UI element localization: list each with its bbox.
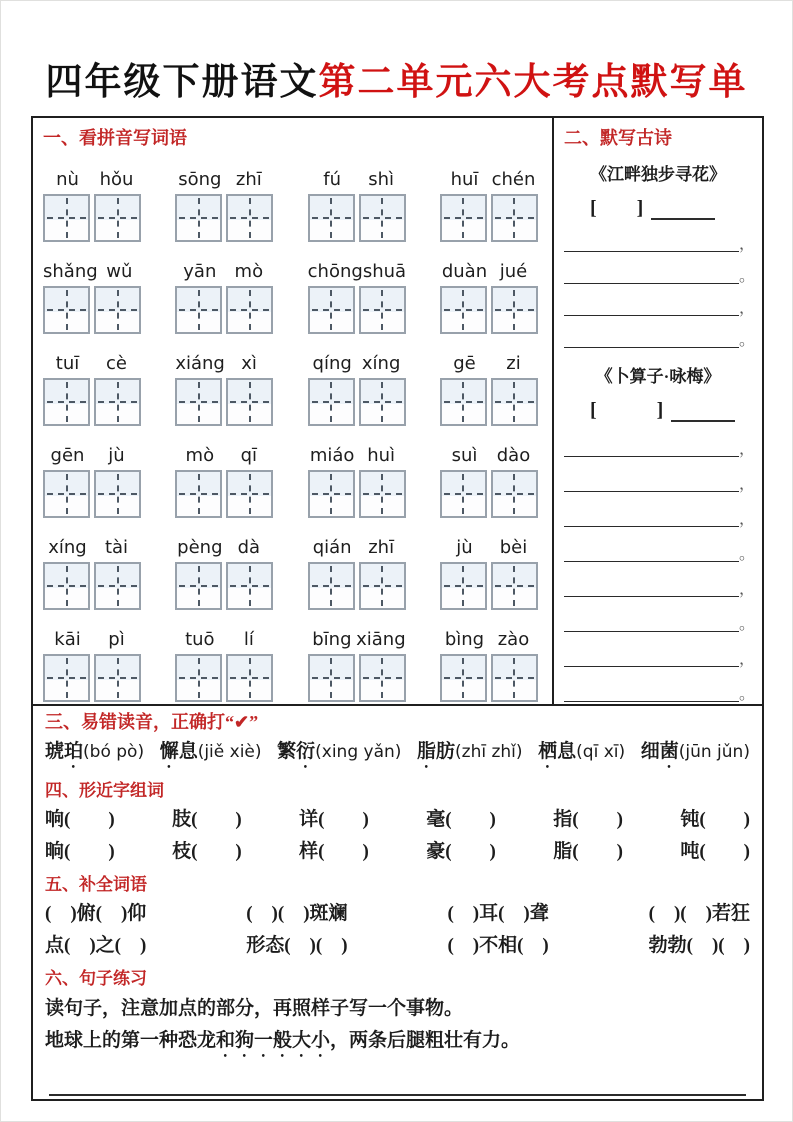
pinyin-syllable: lí — [243, 629, 254, 650]
word-group — [440, 348, 538, 426]
pinyin-options: (zhī zhǐ) — [455, 742, 523, 762]
char-blank: 肢( ) — [172, 809, 242, 830]
pinyin-syllable: wǔ — [106, 261, 133, 282]
writing-box — [440, 194, 487, 242]
word-blank: ( )( )斑斓 — [246, 903, 348, 924]
pronunciation-item: 繁衍(xing yǎn) — [277, 741, 402, 762]
char-blank: 毫( ) — [426, 809, 496, 830]
pinyin-syllable: bèi — [499, 537, 528, 558]
section2-heading: 二、默写古诗 — [564, 128, 672, 148]
writing-box — [359, 194, 406, 242]
writing-box — [94, 654, 141, 702]
word-group — [43, 624, 141, 702]
writing-box — [491, 654, 538, 702]
answer-writing-line — [49, 1094, 746, 1096]
section5-heading: 五、补全词语 — [45, 875, 147, 894]
poem-block — [564, 364, 756, 703]
pinyin-word-row — [43, 256, 538, 334]
pinyin-word-row — [43, 164, 538, 242]
char-blank: 指( ) — [553, 809, 623, 830]
writing-box — [43, 562, 90, 610]
word-group — [43, 348, 141, 426]
writing-box — [94, 470, 141, 518]
line-punctuation: 。 — [739, 332, 756, 349]
writing-box — [440, 562, 487, 610]
pinyin-word-row — [43, 624, 538, 702]
pinyin-word-row — [43, 532, 538, 610]
writing-box — [491, 286, 538, 334]
section-poem-dictation — [554, 118, 762, 704]
pinyin-word-row — [43, 440, 538, 518]
pinyin-syllable: huì — [367, 445, 396, 466]
pinyin-syllable: shǎng — [43, 261, 98, 282]
worksheet-frame — [31, 116, 764, 1101]
pinyin-syllable: fú — [323, 169, 342, 190]
answer-line — [564, 562, 756, 598]
writing-box — [175, 654, 222, 702]
line-punctuation: 。 — [739, 616, 756, 633]
line-punctuation: 。 — [739, 546, 756, 563]
pronunciation-item: 懈息(jiě xiè) — [159, 741, 262, 762]
word-group — [308, 348, 406, 426]
writing-box — [440, 286, 487, 334]
pronunciation-item: 栖息(qī xī) — [538, 741, 626, 762]
section6-heading: 六、句子练习 — [45, 969, 147, 988]
word-group — [308, 532, 406, 610]
poem-title: 《江畔独步寻花》 — [590, 165, 726, 184]
pinyin-options: (bó pò) — [83, 742, 145, 762]
pinyin-syllable: qián — [312, 537, 352, 558]
writing-box — [43, 378, 90, 426]
answer-line — [564, 492, 756, 528]
pinyin-syllable: tài — [104, 537, 129, 558]
answer-line — [564, 284, 756, 317]
word-group — [175, 440, 273, 518]
writing-box — [440, 470, 487, 518]
answer-blank-line — [564, 526, 739, 527]
answer-line — [564, 422, 756, 458]
word-group — [440, 532, 538, 610]
author-bracket-row — [590, 190, 752, 220]
word-group — [43, 440, 141, 518]
word-blank: ( )耳( )聋 — [447, 903, 549, 924]
line-punctuation: ， — [739, 511, 756, 528]
pinyin-syllable: xíng — [48, 537, 87, 558]
pinyin-syllable: shuā — [362, 261, 407, 282]
answer-blank-line — [564, 666, 739, 667]
answer-blank-line — [564, 596, 739, 597]
pinyin-syllable: yān — [183, 261, 217, 282]
writing-box — [226, 194, 273, 242]
writing-box — [308, 562, 355, 610]
similar-chars-row — [45, 837, 750, 867]
answer-blank-line — [564, 456, 739, 457]
line-punctuation: ， — [739, 441, 756, 458]
writing-box — [308, 654, 355, 702]
pinyin-syllable: duàn — [441, 261, 488, 282]
author-blank-line — [671, 406, 735, 422]
section1-heading: 一、看拼音写词语 — [43, 128, 187, 148]
answer-blank-line — [564, 315, 739, 316]
word-group — [440, 624, 538, 702]
author-bracket-row — [590, 392, 752, 422]
section3-heading: 三、易错读音，正确打“✔” — [45, 712, 259, 732]
pinyin-syllable: jù — [456, 537, 473, 558]
pinyin-options: (jiě xiè) — [197, 742, 262, 762]
writing-box — [359, 378, 406, 426]
writing-box — [359, 470, 406, 518]
writing-box — [440, 654, 487, 702]
pinyin-syllable: jué — [499, 261, 528, 282]
word-blank: ( )( )若狂 — [648, 903, 750, 924]
char-blank: 响( ) — [45, 809, 115, 830]
word-group — [440, 164, 538, 242]
writing-box — [359, 654, 406, 702]
writing-box — [175, 194, 222, 242]
pinyin-word-row — [43, 348, 538, 426]
pinyin-syllable: suì — [451, 445, 478, 466]
answer-line — [564, 597, 756, 633]
writing-box — [175, 562, 222, 610]
line-punctuation: ， — [739, 651, 756, 668]
pinyin-options: (jūn jǔn) — [678, 742, 750, 762]
pinyin-syllable: sōng — [178, 169, 222, 190]
answer-blank-line — [564, 701, 739, 702]
pinyin-syllable: mò — [185, 445, 215, 466]
answer-line — [564, 457, 756, 493]
writing-box — [308, 378, 355, 426]
page-title-black: 四年级下册语文 — [45, 62, 319, 103]
writing-box — [359, 562, 406, 610]
answer-blank-line — [564, 251, 739, 252]
writing-box — [491, 470, 538, 518]
word-group — [43, 164, 141, 242]
writing-box — [43, 654, 90, 702]
complete-words-row — [45, 931, 750, 961]
word-blank: 形态( )( ) — [246, 935, 348, 956]
pinyin-syllable: chōng — [307, 261, 363, 282]
pinyin-syllable: zào — [497, 629, 530, 650]
pinyin-syllable: bìng — [444, 629, 485, 650]
answer-line — [564, 252, 756, 285]
word-group — [175, 348, 273, 426]
pinyin-syllable: jù — [108, 445, 125, 466]
word-blank: ( )不相( ) — [447, 935, 549, 956]
char-blank: 豪( ) — [426, 841, 496, 862]
writing-box — [491, 194, 538, 242]
pinyin-syllable: chén — [491, 169, 536, 190]
writing-box — [43, 286, 90, 334]
pinyin-syllable: nù — [56, 169, 79, 190]
pinyin-syllable: kāi — [54, 629, 81, 650]
pinyin-syllable: xiáng — [175, 353, 225, 374]
writing-box — [94, 286, 141, 334]
writing-box — [175, 470, 222, 518]
writing-box — [94, 378, 141, 426]
example-sentence: 地球上的第一种恐龙和狗一般大小，两条后腿粗壮有力。 — [45, 1030, 521, 1051]
word-blank: 勃勃( )( ) — [648, 935, 750, 956]
answer-line — [564, 527, 756, 563]
pinyin-syllable: shì — [368, 169, 395, 190]
word-group — [308, 256, 406, 334]
writing-box — [308, 286, 355, 334]
char-blank: 枝( ) — [172, 841, 242, 862]
word-group — [440, 256, 538, 334]
writing-box — [43, 470, 90, 518]
pinyin-syllable: tuī — [55, 353, 80, 374]
answer-blank-line — [564, 347, 739, 348]
line-punctuation: ， — [739, 300, 756, 317]
word-group — [308, 164, 406, 242]
pinyin-syllable: huī — [450, 169, 479, 190]
char-blank: 晌( ) — [45, 841, 115, 862]
writing-box — [175, 378, 222, 426]
writing-box — [440, 378, 487, 426]
char-blank: 吨( ) — [680, 841, 750, 862]
writing-box — [226, 562, 273, 610]
pinyin-syllable: tuō — [185, 629, 215, 650]
section-pinyin-words — [33, 118, 554, 704]
line-punctuation: 。 — [739, 268, 756, 285]
author-bracket: [ ] — [590, 399, 664, 421]
pinyin-syllable: gēn — [50, 445, 85, 466]
writing-box — [94, 562, 141, 610]
pinyin-syllable: dào — [496, 445, 531, 466]
page-title — [1, 1, 792, 105]
word-group — [175, 256, 273, 334]
pinyin-syllable: miáo — [309, 445, 355, 466]
pronunciation-items-row — [45, 738, 750, 773]
writing-box — [226, 654, 273, 702]
word-group — [308, 440, 406, 518]
char-blank: 详( ) — [299, 809, 369, 830]
author-blank-line — [651, 204, 715, 220]
top-area — [33, 118, 762, 704]
pinyin-rows — [43, 164, 538, 702]
pinyin-syllable: zhī — [368, 537, 395, 558]
pinyin-syllable: cè — [106, 353, 127, 374]
word-group — [175, 532, 273, 610]
answer-blank-line — [564, 283, 739, 284]
answer-blank-line — [564, 491, 739, 492]
pronunciation-item: 细菌(jūn jǔn) — [640, 741, 750, 762]
pinyin-syllable: hǒu — [99, 169, 134, 190]
answer-line — [564, 316, 756, 349]
pinyin-syllable: zi — [506, 353, 521, 374]
section4-heading: 四、形近字组词 — [45, 781, 164, 800]
writing-box — [491, 378, 538, 426]
line-punctuation: ， — [739, 581, 756, 598]
pinyin-syllable: dà — [237, 537, 261, 558]
pinyin-syllable: pèng — [177, 537, 223, 558]
answer-line — [564, 667, 756, 703]
word-group — [175, 624, 273, 702]
writing-box — [359, 286, 406, 334]
pinyin-syllable: xíng — [361, 353, 401, 374]
pinyin-syllable: xì — [241, 353, 257, 374]
word-group — [308, 624, 406, 702]
sentence-instruction: 读句子，注意加点的部分，再照样子写一个事物。 — [45, 998, 464, 1019]
answer-blank-line — [564, 561, 739, 562]
pinyin-syllable: mò — [234, 261, 264, 282]
author-bracket: [ ] — [590, 197, 644, 219]
writing-box — [43, 194, 90, 242]
pinyin-syllable: pì — [108, 629, 125, 650]
char-blank: 钝( ) — [680, 809, 750, 830]
answer-line — [564, 632, 756, 668]
word-group — [175, 164, 273, 242]
pinyin-options: (qī xī) — [576, 742, 626, 762]
char-blank: 样( ) — [299, 841, 369, 862]
writing-box — [94, 194, 141, 242]
complete-words-row — [45, 899, 750, 929]
similar-chars-row — [45, 805, 750, 835]
bottom-area — [33, 704, 762, 1099]
pronunciation-item: 脂肪(zhī zhǐ) — [417, 741, 523, 762]
word-group — [43, 256, 141, 334]
line-punctuation: ， — [739, 476, 756, 493]
pronunciation-item: 琥珀(bó pò) — [45, 741, 145, 762]
poem-block — [564, 162, 756, 349]
writing-box — [226, 378, 273, 426]
writing-box — [226, 286, 273, 334]
word-blank: 点( )之( ) — [45, 935, 147, 956]
writing-box — [175, 286, 222, 334]
writing-box — [308, 470, 355, 518]
word-group — [43, 532, 141, 610]
word-group — [440, 440, 538, 518]
answer-line — [564, 220, 756, 253]
line-punctuation: ， — [739, 236, 756, 253]
char-blank: 脂( ) — [553, 841, 623, 862]
page-title-red: 第二单元六大考点默写单 — [318, 62, 748, 103]
pinyin-syllable: xiāng — [356, 629, 406, 650]
pinyin-syllable: qī — [240, 445, 258, 466]
answer-blank-line — [564, 631, 739, 632]
pinyin-options: (xing yǎn) — [315, 742, 402, 762]
writing-box — [308, 194, 355, 242]
pinyin-syllable: zhī — [235, 169, 262, 190]
poem-title: 《卜算子·咏梅》 — [595, 367, 721, 386]
writing-box — [491, 562, 538, 610]
word-blank: ( )俯( )仰 — [45, 903, 147, 924]
pinyin-syllable: bīng — [312, 629, 352, 650]
pinyin-syllable: gē — [453, 353, 476, 374]
line-punctuation: 。 — [739, 686, 756, 703]
writing-box — [226, 470, 273, 518]
pinyin-syllable: qíng — [312, 353, 352, 374]
